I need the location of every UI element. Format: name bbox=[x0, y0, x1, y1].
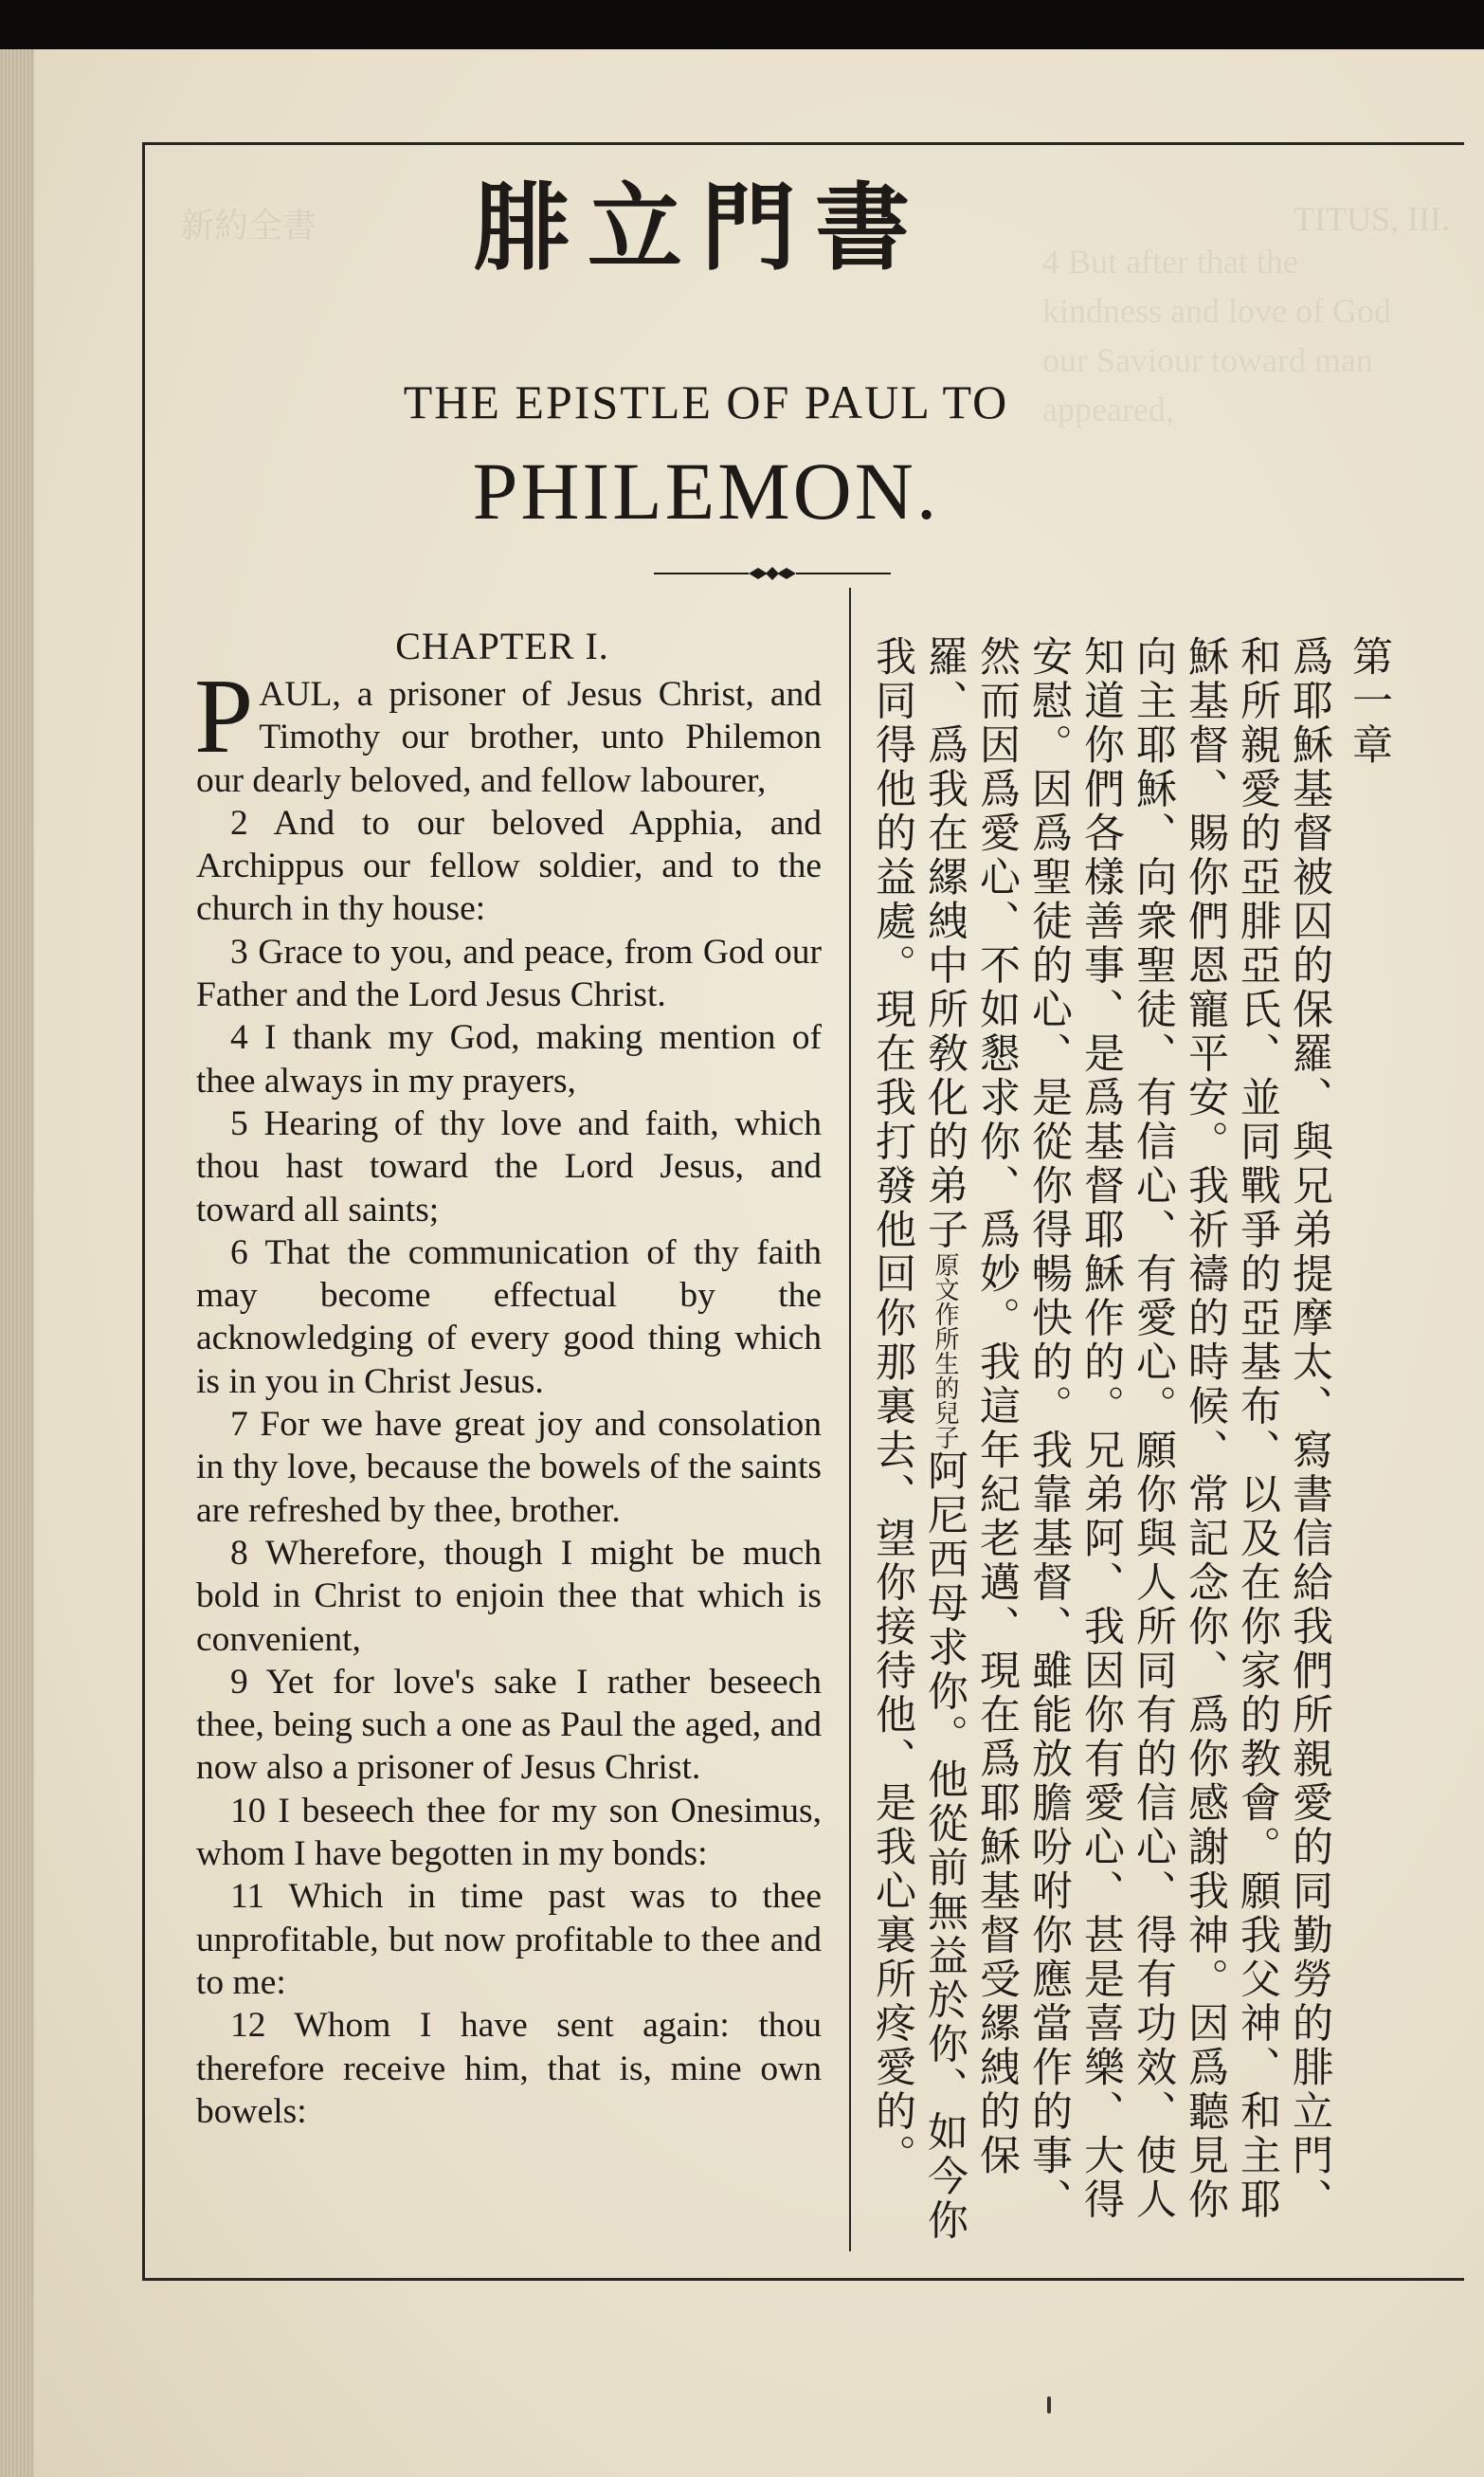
verse-1 bbox=[194, 658, 822, 802]
verse: 11 Which in time past was to thee unprofitable, but now profitable to thee and to me: bbox=[196, 1877, 822, 2002]
verse: 7 For we have great joy and consolation in thy love, because the bowels of the saints are refreshed by thee, brother. bbox=[196, 1405, 822, 1530]
chinese-annotation: 原文作所生的兒子 bbox=[931, 1252, 959, 1449]
chinese-text-column bbox=[864, 635, 1395, 2256]
chinese-chapter-heading: 第一章 bbox=[1346, 635, 1393, 768]
page-edge bbox=[0, 49, 34, 2477]
verse: 2 And to our beloved Apphia, and Archippus our fellow soldier, and to the church in thy house: bbox=[196, 803, 822, 929]
verse: 5 Hearing of thy love and faith, which thou hast toward the Lord Jesus, and toward all saints; bbox=[196, 1103, 822, 1229]
verse: 8 Wherefore, though I might be much bold in Christ to enjoin thee that which is convenient, bbox=[196, 1533, 822, 1659]
english-subtitle: THE EPISTLE OF PAUL TO bbox=[403, 375, 1009, 428]
english-book-title: PHILEMON. bbox=[472, 446, 940, 537]
verse: 6 That the communication of thy faith may become effectual by the acknowledging of every good thing which is in you in Christ Jesus. bbox=[196, 1232, 822, 1401]
verse: 3 Grace to you, and peace, from God our Father and the Lord Jesus Christ. bbox=[196, 932, 822, 1015]
margin-mark bbox=[1047, 2396, 1051, 2413]
english-text-column bbox=[194, 658, 822, 2133]
chinese-paragraph: 爲耶穌基督被囚的保羅、與兄弟提摩太、寫書信給我們所親愛的同勤勞的腓立門、和所親愛的亞腓亞氏、並同戰爭的亞基布、以及在你家的教會。願我父神、和主耶穌基督、賜你們恩寵平安。我祈禱的時候、常記念你、爲你感謝我神。因爲聽見你向主耶穌、向衆聖徒、有信心、有愛心。願你與人所同有的信心、得有功效、使人知道你們各樣善事、是爲基督耶穌作的。兄弟阿、我因你有愛心、甚是喜樂、大得安慰。因爲聖徒的心、是從你得暢快的。我靠基督、雖能放膽吩咐你應當作的事、然而因爲愛心、不如懇求你、爲妙。我這年紀老邁、現在爲耶穌基督受縲絏的保羅、爲我在縲絏中所敎化的弟子 bbox=[921, 635, 1333, 2222]
verse-1-text: AUL, a prisoner of Jesus Christ, and Timothy our brother, unto Philemon our dearly beloved, and fellow labourer, bbox=[196, 675, 822, 800]
ornament-divider bbox=[654, 559, 891, 588]
column-divider bbox=[849, 588, 851, 2251]
bleed-header-left: 新約全書 bbox=[180, 207, 317, 245]
verse: 9 Yet for love's sake I rather beseech thee, being such a one as Paul the aged, and now also a prisoner of Jesus Christ. bbox=[196, 1662, 822, 1788]
chinese-paragraph: 阿尼西母求你。他從前無益於你、如今你我同得他的益處。現在我打發他回你那裏去、望你接待他、是我心裏所疼愛的。 bbox=[869, 635, 968, 2243]
english-chapter-heading: CHAPTER I. bbox=[395, 625, 609, 667]
drop-cap: P bbox=[194, 658, 254, 775]
verse: 12 Whom I have sent again: thou therefore receive him, that is, mine own bowels: bbox=[196, 2006, 822, 2131]
verse: 10 I beseech thee for my son Onesimus, whom I have begotten in my bonds: bbox=[196, 1791, 822, 1874]
bleed-header-right: TITUS, III. bbox=[1294, 200, 1450, 238]
chinese-book-title: 腓立門書 bbox=[474, 173, 929, 283]
verse: 4 I thank my God, making mention of thee always in my prayers, bbox=[196, 1018, 822, 1101]
